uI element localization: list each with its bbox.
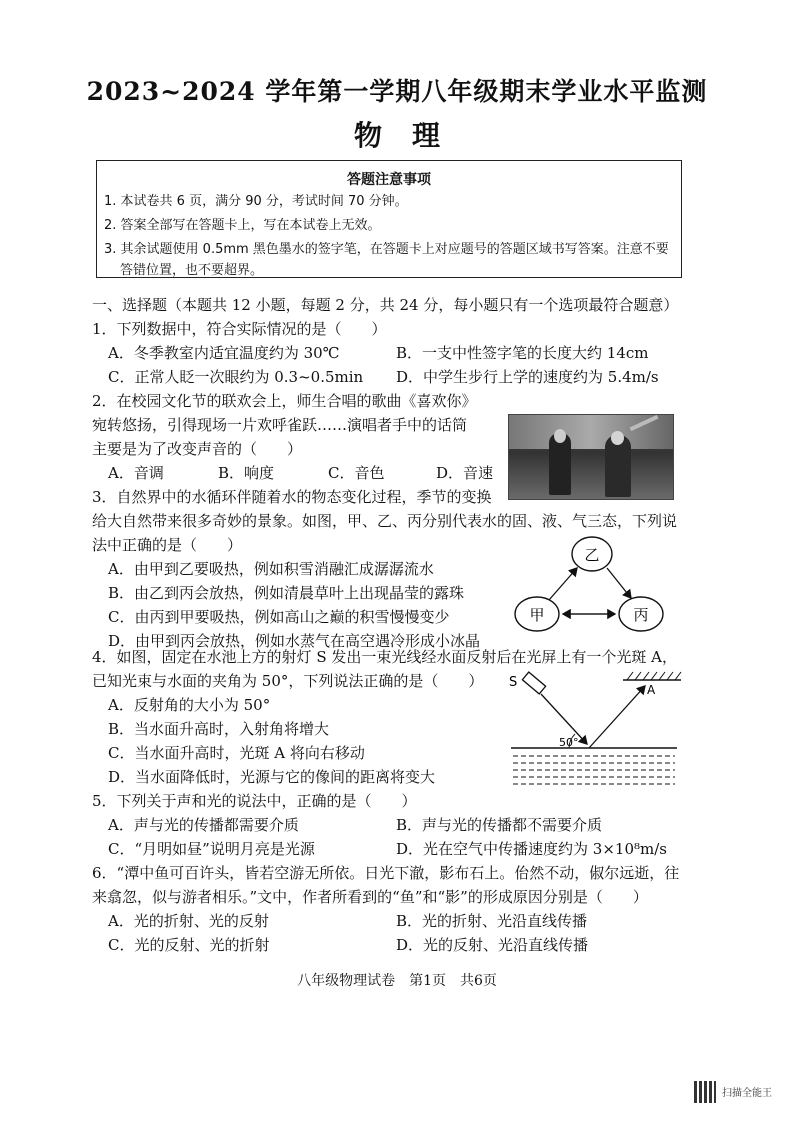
q2-line-1: 2．在校园文化节的联欢会上，师生合唱的歌曲《喜欢你》 (92, 392, 477, 410)
angle-label: 50° (559, 736, 579, 749)
notice-item-3-cont: 答错位置，也不要超界。 (120, 263, 264, 278)
q4-line-2: 已知光束与水面的夹角为 50°，下列说法正确的是（ ） (92, 672, 484, 690)
q6-option-d: D．光的反射、光沿直线传播 (396, 936, 589, 954)
q2-line-3: 主要是为了改变声音的（ ） (92, 440, 303, 458)
q5-option-a: A．声与光的传播都需要介质 (108, 816, 299, 834)
q2-line-2: 宛转悠扬，引得现场一片欢呼雀跃……演唱者手中的话筒 (92, 416, 468, 434)
state-label-right: 丙 (633, 606, 649, 624)
q6-option-b: B．光的折射、光沿直线传播 (396, 912, 588, 930)
q4-option-c: C．当水面升高时，光斑 A 将向右移动 (108, 744, 365, 762)
q4-option-a: A．反射角的大小为 50° (108, 696, 271, 714)
q2-option-a: A．音调 (108, 464, 164, 482)
notice-item-2: 2. 答案全部写在答题卡上，写在本试卷上无效。 (104, 218, 381, 233)
notice-item-3: 3. 其余试题使用 0.5mm 黑色墨水的签字笔，在答题卡上对应题号的答题区域书写答案。注意不要 (104, 242, 669, 257)
scanner-watermark: 扫描全能王 (722, 1088, 772, 1099)
q3-line-2: 给大自然带来很多奇妙的景象。如图，甲、乙、丙分别代表水的固、液、气三态，下列说 (92, 512, 678, 530)
page-footer: 八年级物理试卷 第1页 共6页 (297, 973, 497, 989)
q2-option-d: D．音速 (436, 464, 494, 482)
q6-option-c: C．光的反射、光的折射 (108, 936, 270, 954)
q1-option-b: B．一支中性签字笔的长度大约 14cm (396, 344, 649, 362)
q1-option-a: A．冬季教室内适宜温度约为 30℃ (108, 344, 340, 362)
source-label: S (509, 675, 518, 690)
state-change-diagram (505, 528, 685, 648)
q4-line-1: 4．如图，固定在水池上方的射灯 S 发出一束光线经水面反射后在光屏上有一个光斑 A， (92, 648, 677, 666)
q4-option-b: B．当水面升高时，入射角将增大 (108, 720, 330, 738)
q1-stem: 1．下列数据中，符合实际情况的是（ ） (92, 320, 387, 338)
q5-option-d: D．光在空气中传播速度约为 3×10⁸m/s (396, 840, 667, 858)
subject-title: 物理 (353, 119, 470, 152)
notice-item-1: 1. 本试卷共 6 页，满分 90 分，考试时间 70 分钟。 (104, 194, 408, 209)
qr-code-icon (694, 1081, 716, 1103)
q1-option-d: D．中学生步行上学的速度约为 5.4m/s (396, 368, 659, 386)
q3-option-d: D．由甲到丙会放热，例如水蒸气在高空遇冷形成小冰晶 (108, 632, 481, 650)
exam-title: 2023~2024 学年第一学期八年级期末学业水平监测 (86, 77, 708, 106)
singers-photo (508, 414, 674, 500)
q5-stem: 5．下列关于声和光的说法中，正确的是（ ） (92, 792, 417, 810)
state-label-left: 甲 (529, 606, 545, 624)
state-label-top: 乙 (584, 546, 600, 564)
q3-option-a: A．由甲到乙要吸热，例如积雪消融汇成潺潺流水 (108, 560, 434, 578)
q1-option-c: C．正常人眨一次眼约为 0.3~0.5min (108, 368, 364, 386)
q5-option-b: B．声与光的传播都不需要介质 (396, 816, 603, 834)
q5-option-c: C．“月明如昼”说明月亮是光源 (108, 840, 315, 858)
q2-option-c: C．音色 (328, 464, 385, 482)
q6-line-1: 6．“潭中鱼可百许头，皆若空游无所依。日光下澈，影布石上。佁然不动，俶尔远逝，往 (92, 864, 680, 882)
q3-option-c: C．由丙到甲要吸热，例如高山之巅的积雪慢慢变少 (108, 608, 450, 626)
q3-line-1: 3．自然界中的水循环伴随着水的物态变化过程，季节的变换 (92, 488, 492, 506)
notice-heading: 答题注意事项 (347, 172, 431, 188)
section-heading: 一、选择题（本题共 12 小题，每题 2 分，共 24 分，每小题只有一个选项最符合题意） (92, 296, 679, 314)
q6-line-2: 来翕忽，似与游者相乐。”文中，作者所看到的“鱼”和“影”的形成原因分别是（ ） (92, 888, 648, 906)
spot-label: A (647, 683, 656, 697)
q6-option-a: A．光的折射、光的反射 (108, 912, 269, 930)
q2-option-b: B．响度 (218, 464, 275, 482)
q3-line-3: 法中正确的是（ ） (92, 536, 243, 554)
q4-option-d: D．当水面降低时，光源与它的像间的距离将变大 (108, 768, 436, 786)
q3-option-b: B．由乙到丙会放热，例如清晨草叶上出现晶莹的露珠 (108, 584, 465, 602)
reflection-diagram (505, 668, 685, 790)
